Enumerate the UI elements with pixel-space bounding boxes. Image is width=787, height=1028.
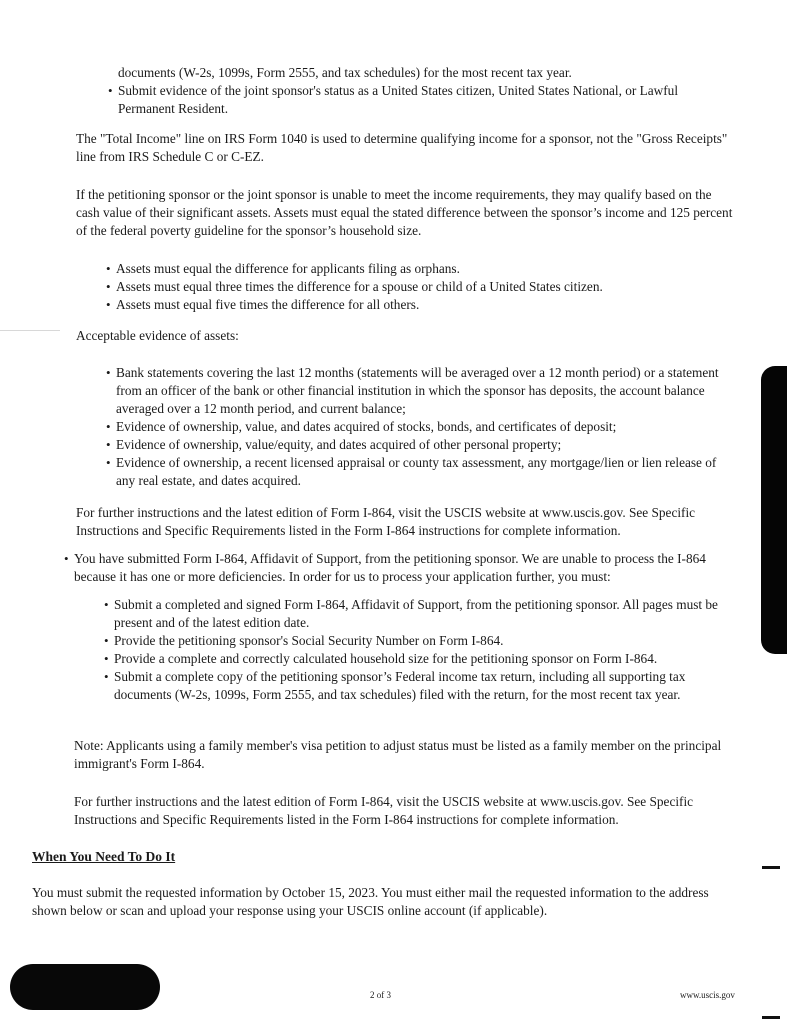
scan-artifact-line	[0, 330, 60, 331]
list-item	[108, 82, 728, 118]
continued-line: documents (W-2s, 1099s, Form 2555, and tax schedules) for the most recent tax year.	[118, 65, 572, 80]
family-member-note: Note: Applicants using a family member's visa petition to adjust status must be listed as a family member on the principal immigrant's Form I-864.	[74, 738, 722, 771]
list-item	[106, 454, 738, 490]
list-item-text: Assets must equal three times the difference for a spouse or child of a United States citizen.	[116, 279, 603, 294]
bullet-icon: •	[104, 651, 109, 666]
margin-mark	[762, 866, 780, 869]
list-item-text: Evidence of ownership, value, and dates acquired of stocks, bonds, and certificates of deposit;	[116, 419, 617, 434]
list-item	[106, 296, 746, 314]
list-item	[104, 650, 742, 668]
bullet-icon: •	[64, 551, 69, 566]
bullet-icon: •	[106, 365, 111, 380]
assets-requirement-list	[106, 260, 746, 314]
bullet-icon: •	[108, 83, 113, 98]
acceptable-evidence-label: Acceptable evidence of assets:	[76, 328, 239, 343]
list-item	[106, 278, 746, 296]
footer-url: www.uscis.gov	[680, 990, 735, 1000]
bullet-icon: •	[106, 297, 111, 312]
bullet-icon: •	[106, 455, 111, 470]
margin-mark	[762, 1016, 780, 1019]
list-item-text: Bank statements covering the last 12 months (statements will be averaged over a 12 month period) or a statement from an officer of the bank or other financial institution in which the sponsor has deposits, the account balance averaged over a 12 month period, and current balance;	[116, 365, 719, 416]
joint-sponsor-status-list	[108, 82, 728, 118]
list-item-text: Submit a completed and signed Form I-864, Affidavit of Support, from the petitioning sponsor. All pages must be present and of the latest edition date.	[114, 597, 718, 630]
further-instructions-paragraph: For further instructions and the latest edition of Form I-864, visit the USCIS website at www.uscis.gov. See Specific Instructions and Specific Requirements listed in the Form I-864 instructions for complete information.	[76, 505, 696, 538]
page-number: 2 of 3	[370, 990, 391, 1000]
list-item-text: Assets must equal five times the difference for all others.	[116, 297, 420, 312]
bullet-icon: •	[106, 261, 111, 276]
list-item-text: Assets must equal the difference for applicants filing as orphans.	[116, 261, 460, 276]
list-item-text: Provide the petitioning sponsor's Social Security Number on Form I-864.	[114, 633, 504, 648]
redaction-block	[761, 366, 787, 654]
list-item	[104, 596, 742, 632]
list-item	[104, 632, 742, 650]
submitted-i864-list	[64, 550, 744, 586]
redaction-block	[10, 964, 160, 1010]
list-item-text: Submit a complete copy of the petitioning sponsor’s Federal income tax return, including all supporting tax documents (W-2s, 1099s, Form 2555, and tax schedules) filed with the return, for the most recent tax year.	[114, 669, 686, 702]
total-income-paragraph: The "Total Income" line on IRS Form 1040 is used to determine qualifying income for a sponsor, not the "Gross Receipts" line from IRS Schedule C or C-EZ.	[76, 131, 728, 164]
list-item	[104, 668, 742, 704]
deficiency-actions-list	[104, 596, 742, 704]
list-item	[64, 550, 744, 586]
bullet-icon: •	[106, 419, 111, 434]
list-item	[106, 436, 738, 454]
assets-intro-paragraph: If the petitioning sponsor or the joint sponsor is unable to meet the income requirements, they may qualify based on the cash value of their significant assets. Assets must equal the stated difference between the sponsor’s income and 125 percent of the federal poverty guideline for the sponsor’s household size.	[76, 187, 733, 238]
section-heading: When You Need To Do It	[32, 849, 176, 864]
list-item-text: You have submitted Form I-864, Affidavit of Support, from the petitioning sponsor. We are unable to process the I-864 because it has one or more deficiencies. In order for us to process your application further, you must:	[74, 551, 706, 584]
evidence-of-assets-list	[106, 364, 738, 490]
list-item	[106, 418, 738, 436]
list-item	[106, 364, 738, 418]
list-item-text: Provide a complete and correctly calculated household size for the petitioning sponsor on Form I-864.	[114, 651, 658, 666]
bullet-icon: •	[104, 669, 109, 684]
deadline-paragraph: You must submit the requested information by October 15, 2023. You must either mail the requested information to the address shown below or scan and upload your response using your USCIS online account (if applicable).	[32, 885, 709, 918]
bullet-icon: •	[104, 633, 109, 648]
list-item-text: Submit evidence of the joint sponsor's status as a United States citizen, United States National, or Lawful Permanent Resident.	[118, 83, 679, 116]
bullet-icon: •	[106, 279, 111, 294]
list-item-text: Evidence of ownership, a recent licensed appraisal or county tax assessment, any mortgage/lien or lien release of any real estate, and dates acquired.	[116, 455, 717, 488]
bullet-icon: •	[104, 597, 109, 612]
bullet-icon: •	[106, 437, 111, 452]
further-instructions-paragraph-2: For further instructions and the latest edition of Form I-864, visit the USCIS website at www.uscis.gov. See Specific Instructions and Specific Requirements listed in the Form I-864 instructions for complete information.	[74, 794, 694, 827]
list-item-text: Evidence of ownership, value/equity, and dates acquired of other personal property;	[116, 437, 562, 452]
list-item	[106, 260, 746, 278]
